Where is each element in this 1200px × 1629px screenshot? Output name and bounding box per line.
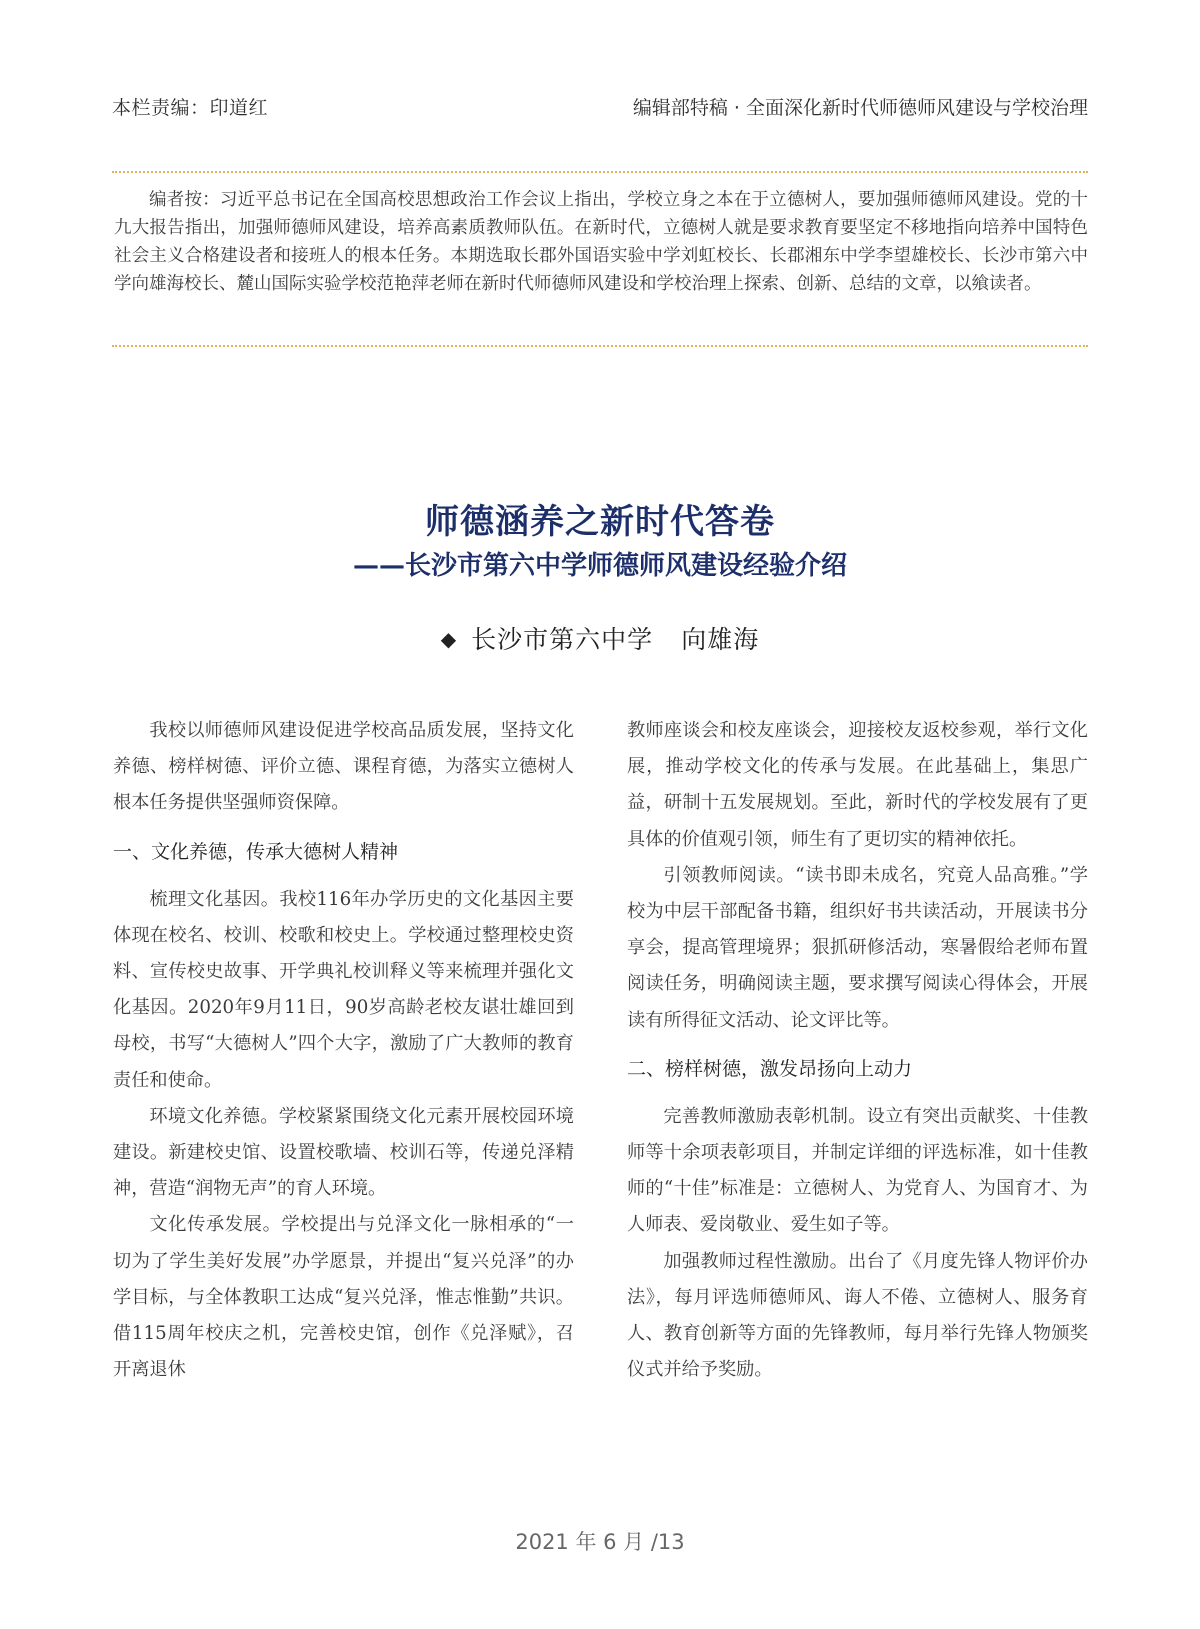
divider-top [112, 171, 1088, 173]
author-school: 长沙市第六中学 [471, 625, 654, 654]
left-column [113, 713, 574, 1388]
paragraph: 文化传承发展。学校提出与兑泽文化一脉相承的“一切为了学生美好发展”办学愿景，并提出“复兴兑泽”的办学目标，与全体教职工达成“复兴兑泽，惟志惟勤”共识。借115周年校庆之机，完善校史馆，创作《兑泽赋》，召开离退休 [113, 1214, 574, 1381]
editor-note: 编者按：习近平总书记在全国高校思想政治工作会议上指出，学校立身之本在于立德树人，要加强师德师风建设。党的十九大报告指出，加强师德师风建设，培养高素质教师队伍。在新时代，立德树人就是要求教育要坚定不移地指向培养中国特色社会主义合格建设者和接班人的根本任务。本期选取长郡外国语实验中学刘虹校长、长郡湘东中学李望雄校长、长沙市第六中学向雄海校长、麓山国际实验学校范艳萍老师在新时代师德师风建设和学校治理上探索、创新、总结的文章，以飨读者。 [114, 190, 1088, 294]
paragraph: 环境文化养德。学校紧紧围绕文化元素开展校园环境建设。新建校史馆、设置校歌墙、校训石等，传递兑泽精神，营造“润物无声”的育人环境。 [113, 1105, 574, 1200]
section-heading: 一、文化养德，传承大德树人精神 [113, 840, 399, 863]
right-column [627, 713, 1088, 1388]
section-title: 编辑部特稿 · 全面深化新时代师德师风建设与学校治理 [632, 97, 1088, 119]
article-title: 师德涵养之新时代答卷 [425, 502, 775, 542]
diamond-icon: ◆ [440, 627, 458, 651]
paragraph: 我校以师德师风建设促进学校高品质发展，坚持文化养德、榜样树德、评价立德、课程育德，为落实立德树人根本任务提供坚强师资保障。 [113, 720, 574, 814]
section-heading: 二、榜样树德，激发昂扬向上动力 [627, 1057, 913, 1080]
article-subtitle: ——长沙市第六中学师德师风建设经验介绍 [352, 551, 847, 581]
paragraph: 引领教师阅读。“读书即未成名，究竟人品高雅。”学校为中层干部配备书籍，组织好书共读活动，开展读书分享会，提高管理境界；狠抓研修活动，寒暑假给老师布置阅读任务，明确阅读主题，要求撰写阅读心得体会，开展读有所得征文活动、论文评比等。 [627, 864, 1088, 1031]
author-name: 向雄海 [681, 625, 760, 654]
paragraph: 加强教师过程性激励。出台了《月度先锋人物评价办法》，每月评选师德师风、诲人不倦、立德树人、服务育人、教育创新等方面的先锋教师，每月举行先锋人物颁奖仪式并给予奖励。 [627, 1250, 1088, 1381]
paragraph: 梳理文化基因。我校116年办学历史的文化基因主要体现在校名、校训、校歌和校史上。学校通过整理校史资料、宣传校史故事、开学典礼校训释义等来梳理并强化文化基因。2020年9月11日，90岁高龄老校友谌壮雄回到母校，书写“大德树人”四个大字，激励了广大教师的教育责任和使命。 [113, 888, 574, 1091]
column-editor: 本栏责编：印道红 [112, 97, 269, 119]
page-number: 2021 年 6 月 /13 [515, 1530, 685, 1554]
byline [0, 620, 1200, 656]
paragraph: 教师座谈会和校友座谈会，迎接校友返校参观，举行文化展，推动学校文化的传承与发展。在此基础上，集思广益，研制十五发展规划。至此，新时代的学校发展有了更具体的价值观引领，师生有了更切实的精神依托。 [627, 720, 1088, 850]
divider-bottom [112, 345, 1088, 347]
paragraph: 完善教师激励表彰机制。设立有突出贡献奖、十佳教师等十余项表彰项目，并制定详细的评选标准，如十佳教师的“十佳”标准是：立德树人、为党育人、为国育才、为人师表、爱岗敬业、爱生如子等。 [627, 1105, 1088, 1236]
